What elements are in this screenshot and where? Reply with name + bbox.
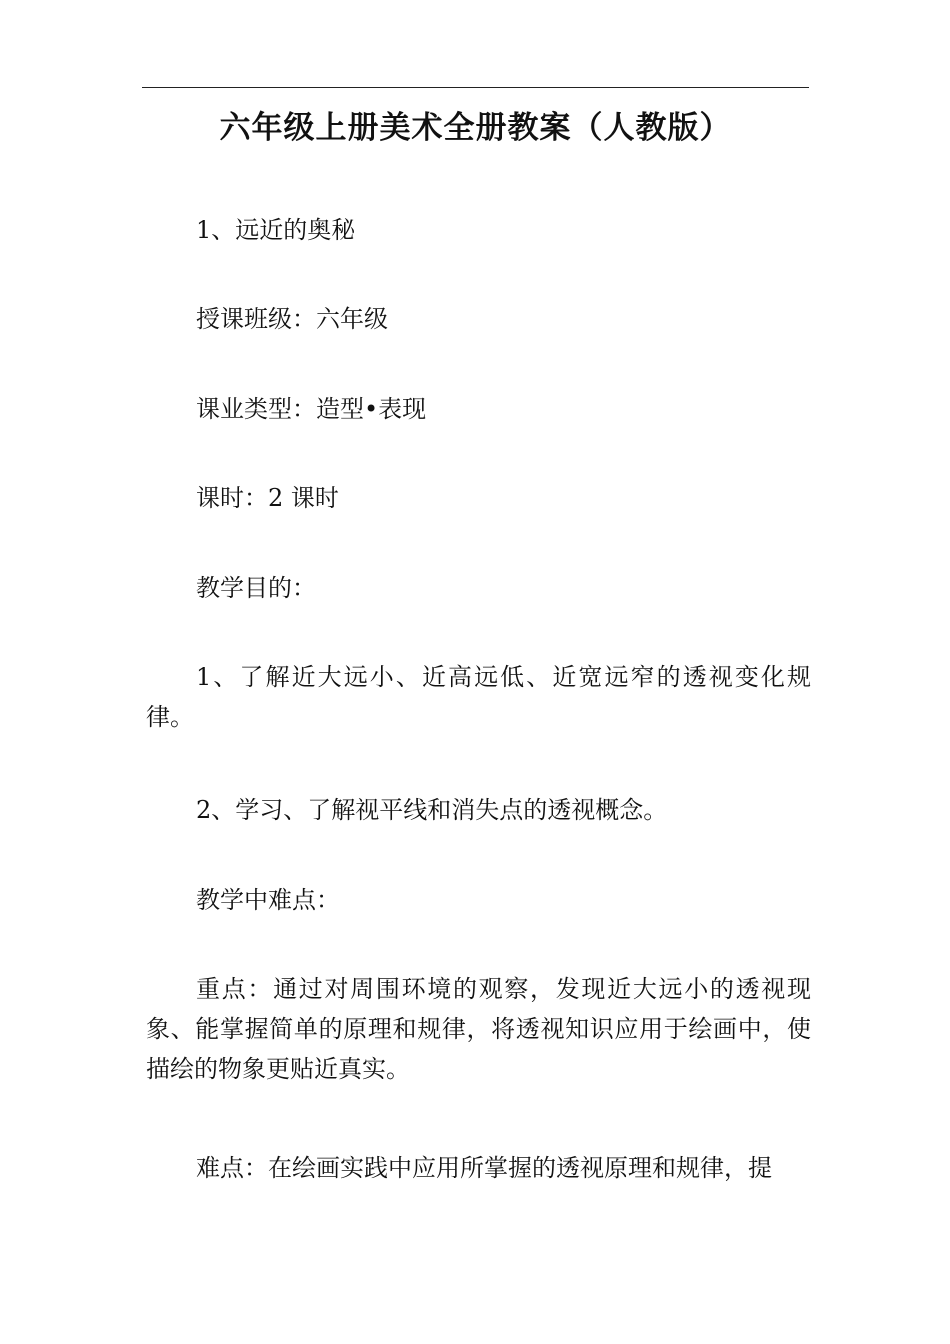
- key-points-heading: 教学中难点：: [196, 886, 340, 914]
- objective-item: 2、学习、了解视平线和消失点的透视概念。: [196, 796, 668, 824]
- difficulty-paragraph: 难点：在绘画实践中应用所掌握的透视原理和规律，提: [196, 1154, 772, 1182]
- lesson-heading: 1、远近的奥秘: [196, 216, 356, 244]
- class-info: 授课班级：六年级: [196, 305, 388, 333]
- lesson-type: 课业类型：造型•表现: [196, 395, 427, 423]
- objectives-heading: 教学目的：: [196, 574, 316, 602]
- lesson-hours: 课时：2 课时: [196, 484, 339, 512]
- document-title: 六年级上册美术全册教案（人教版）: [219, 110, 732, 146]
- objective-item: 1、了解近大远小、近高远低、近宽远窄的透视变化规律。: [146, 663, 811, 731]
- header-rule: [142, 87, 809, 88]
- key-point-paragraph: 重点：通过对周围环境的观察，发现近大远小的透视现象、能掌握简单的原理和规律，将透视知识应用于绘画中，使描绘的物象更贴近真实。: [146, 975, 811, 1083]
